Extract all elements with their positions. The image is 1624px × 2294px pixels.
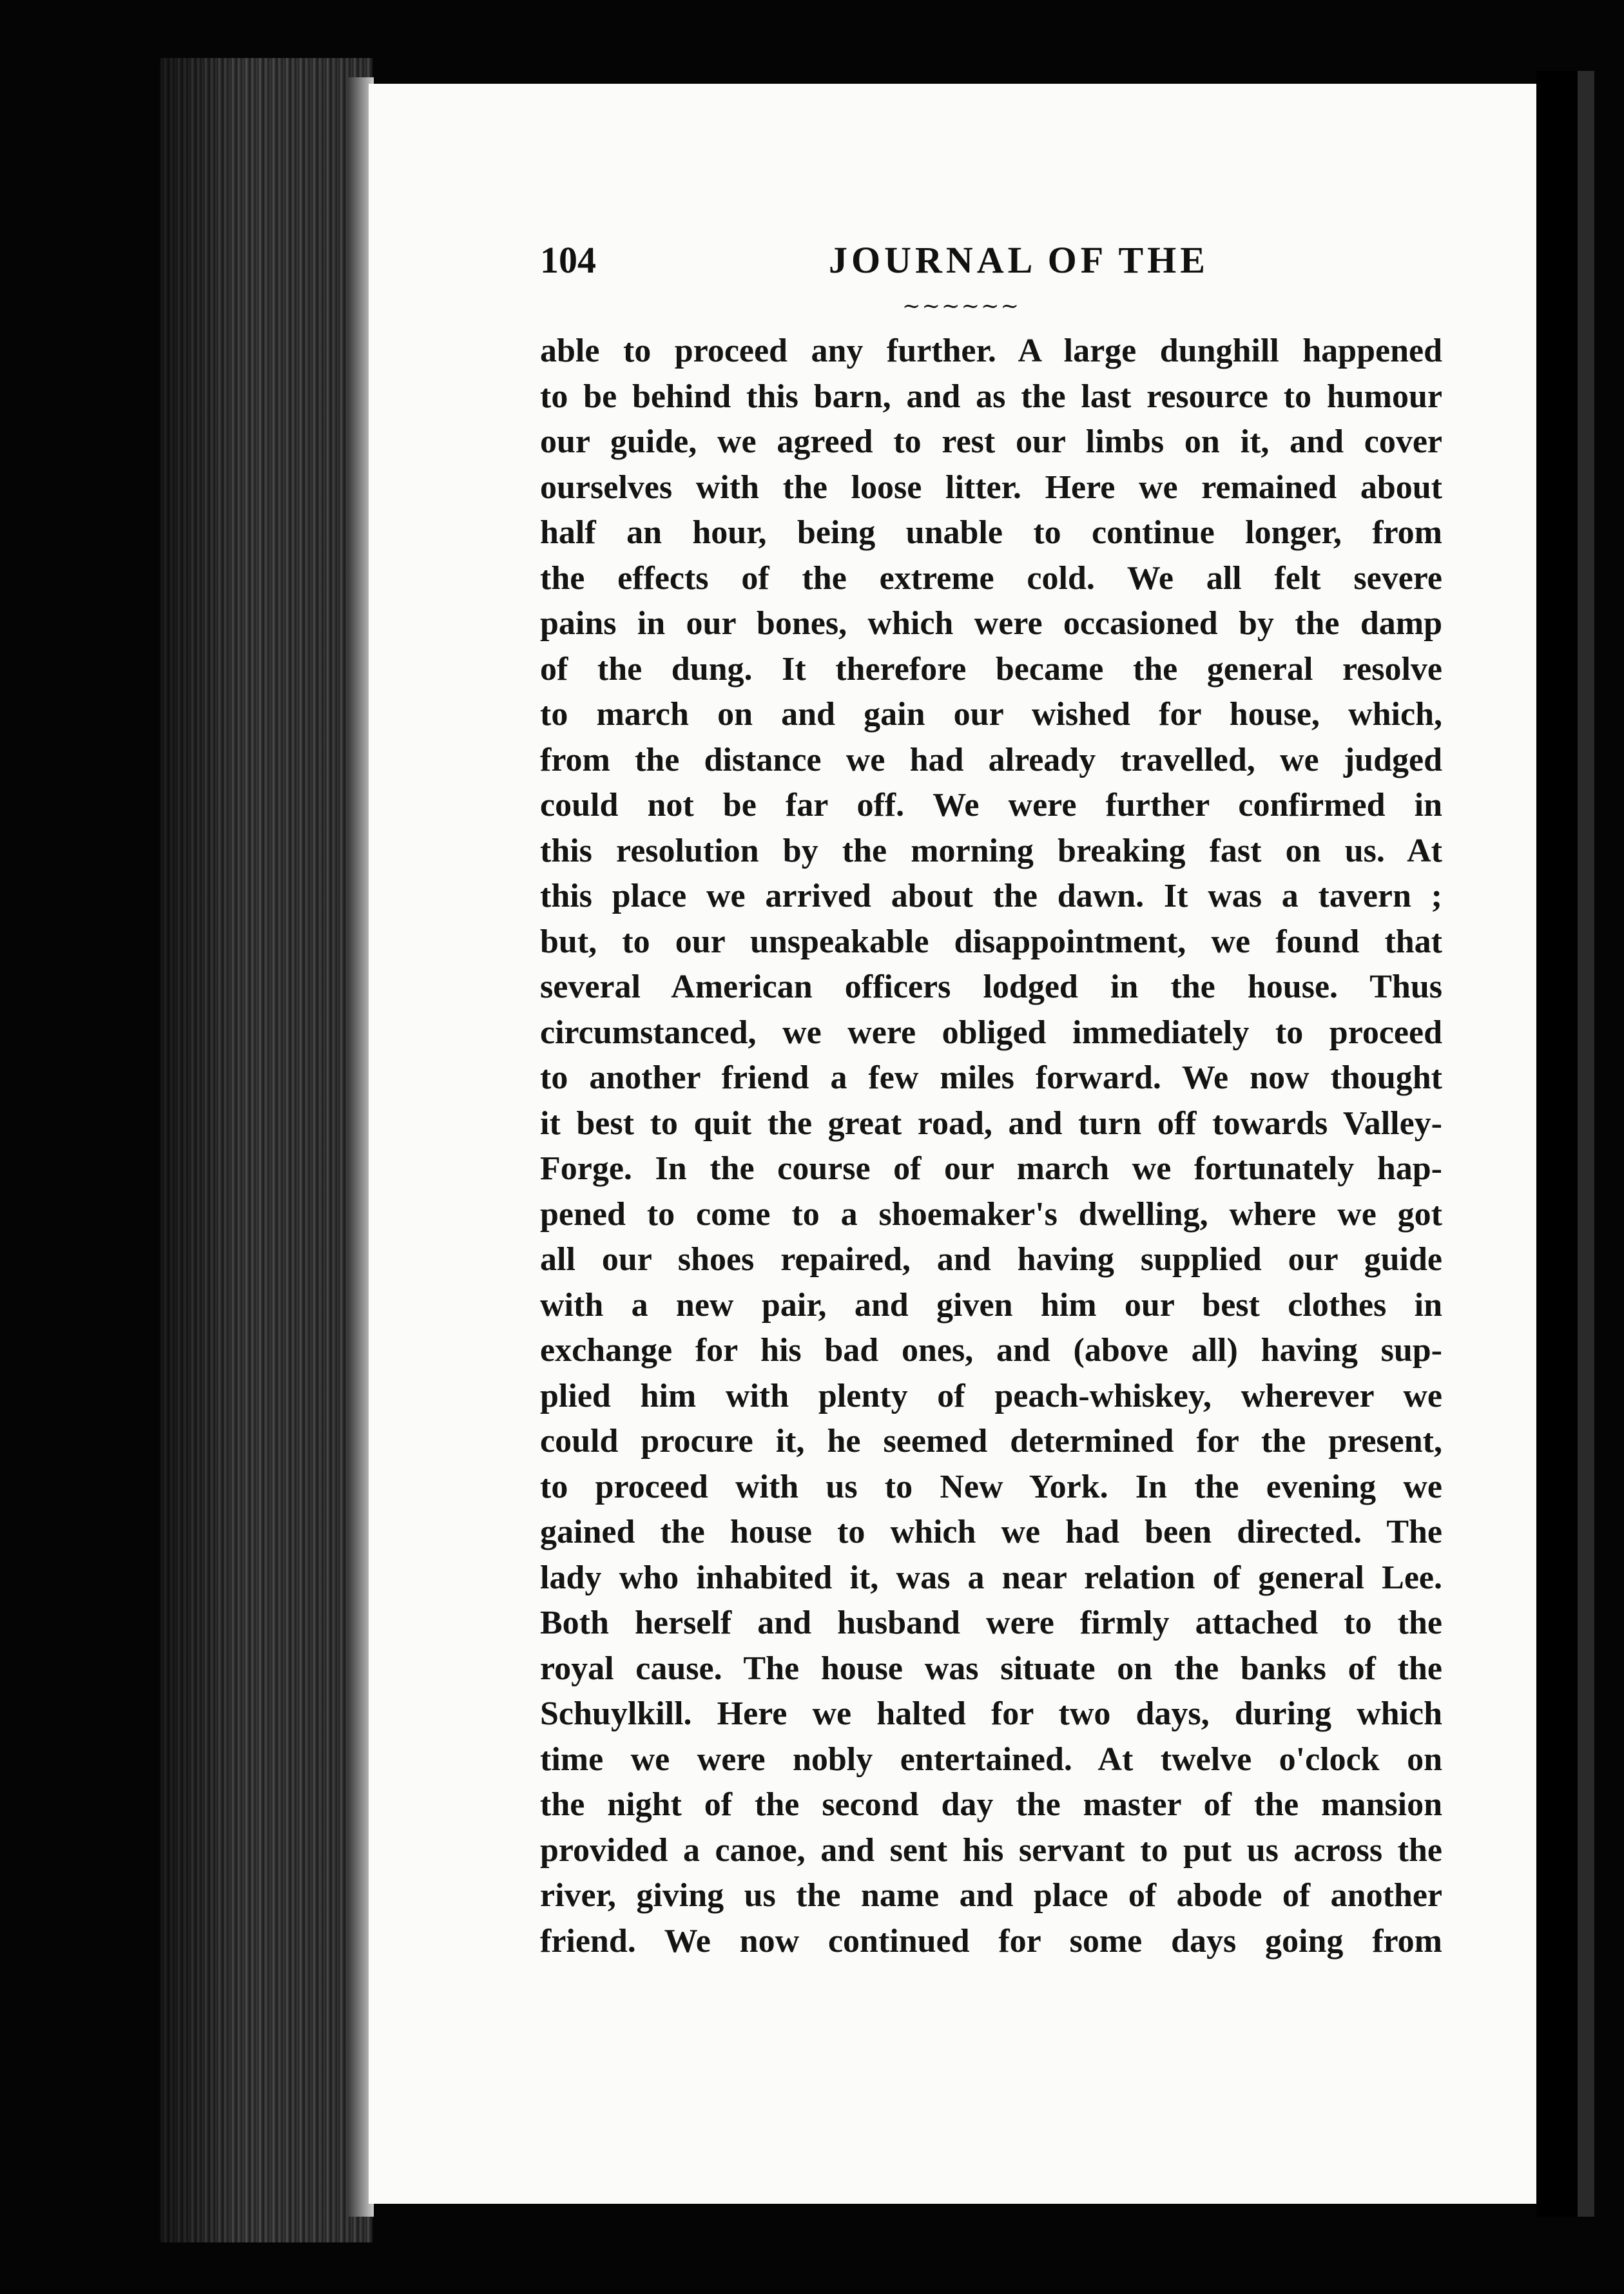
page-header [540,226,1442,296]
body-text [540,329,1442,1964]
text-line: to another friend a few miles forward. We now thought [540,1059,1442,1096]
text-line: river, giving us the name and place of abode of another [540,1877,1442,1914]
text-line: could procure it, he seemed determined for the present, [540,1423,1442,1460]
text-line: the effects of the extreme cold. We all felt severe [540,559,1442,597]
text-line: to proceed with us to New York. In the evening we [540,1468,1442,1505]
right-scan-border [1536,71,1578,2217]
text-line: time we were nobly entertained. At twelve o'clock on [540,1740,1442,1778]
text-line: it best to quit the great road, and turn off towards Valley- [540,1104,1442,1142]
text-line: but, to our unspeakable disappointment, we found that [540,923,1442,960]
text-line: with a new pair, and given him our best clothes in [540,1286,1442,1324]
text-line: gained the house to which we had been directed. The [540,1514,1442,1550]
text-line: our guide, we agreed to rest our limbs on it, and cover [540,423,1442,460]
text-line: could not be far off. We were further confirmed in [540,787,1442,824]
text-line: circumstanced, we were obliged immediately to proceed [540,1014,1442,1051]
text-line: the night of the second day the master of the mansion [540,1786,1442,1823]
header-ornament: ~~~~~~ [902,293,1020,319]
text-line: Forge. In the course of our march we fortunately hap- [540,1150,1442,1187]
text-line: ourselves with the loose litter. Here we remained about [540,468,1442,506]
text-line: to march on and gain our wished for house, which, [540,696,1442,733]
text-line: royal cause. The house was situate on the banks of the [540,1650,1442,1687]
text-line: Both herself and husband were firmly attached to the [540,1605,1442,1641]
text-line: pains in our bones, which were occasioned by the damp [540,605,1442,642]
running-title: JOURNAL OF THE [829,239,1209,281]
text-line: this place we arrived about the dawn. It was a tavern ; [540,878,1442,914]
text-line: half an hour, being unable to continue longer, from [540,514,1442,551]
page-number: 104 [540,239,596,281]
text-line: this resolution by the morning breaking fast on us. At [540,832,1442,869]
text-line: to be behind this barn, and as the last resource to humour [540,378,1442,415]
text-line: plied him with plenty of peach-whiskey, wherever we [540,1377,1442,1414]
text-line: provided a canoe, and sent his servant to put us across the [540,1831,1442,1869]
text-line: able to proceed any further. A large dunghill happened [540,333,1442,369]
text-line: friend. We now continued for some days going from [540,1922,1442,1960]
text-line: Schuylkill. Here we halted for two days, during which [540,1695,1442,1732]
text-line: exchange for his bad ones, and (above all) having sup- [540,1332,1442,1369]
text-line: several American officers lodged in the house. Thus [540,969,1442,1005]
text-line: from the distance we had already travelled, we judged [540,741,1442,778]
text-line: of the dung. It therefore became the general resolve [540,650,1442,688]
book-page-edges [160,58,372,2242]
text-line: pened to come to a shoemaker's dwelling, where we got [540,1195,1442,1233]
right-page-edge [1578,71,1594,2217]
text-line: all our shoes repaired, and having supplied our guide [540,1241,1442,1278]
text-line: lady who inhabited it, was a near relation of general Lee. [540,1559,1442,1596]
